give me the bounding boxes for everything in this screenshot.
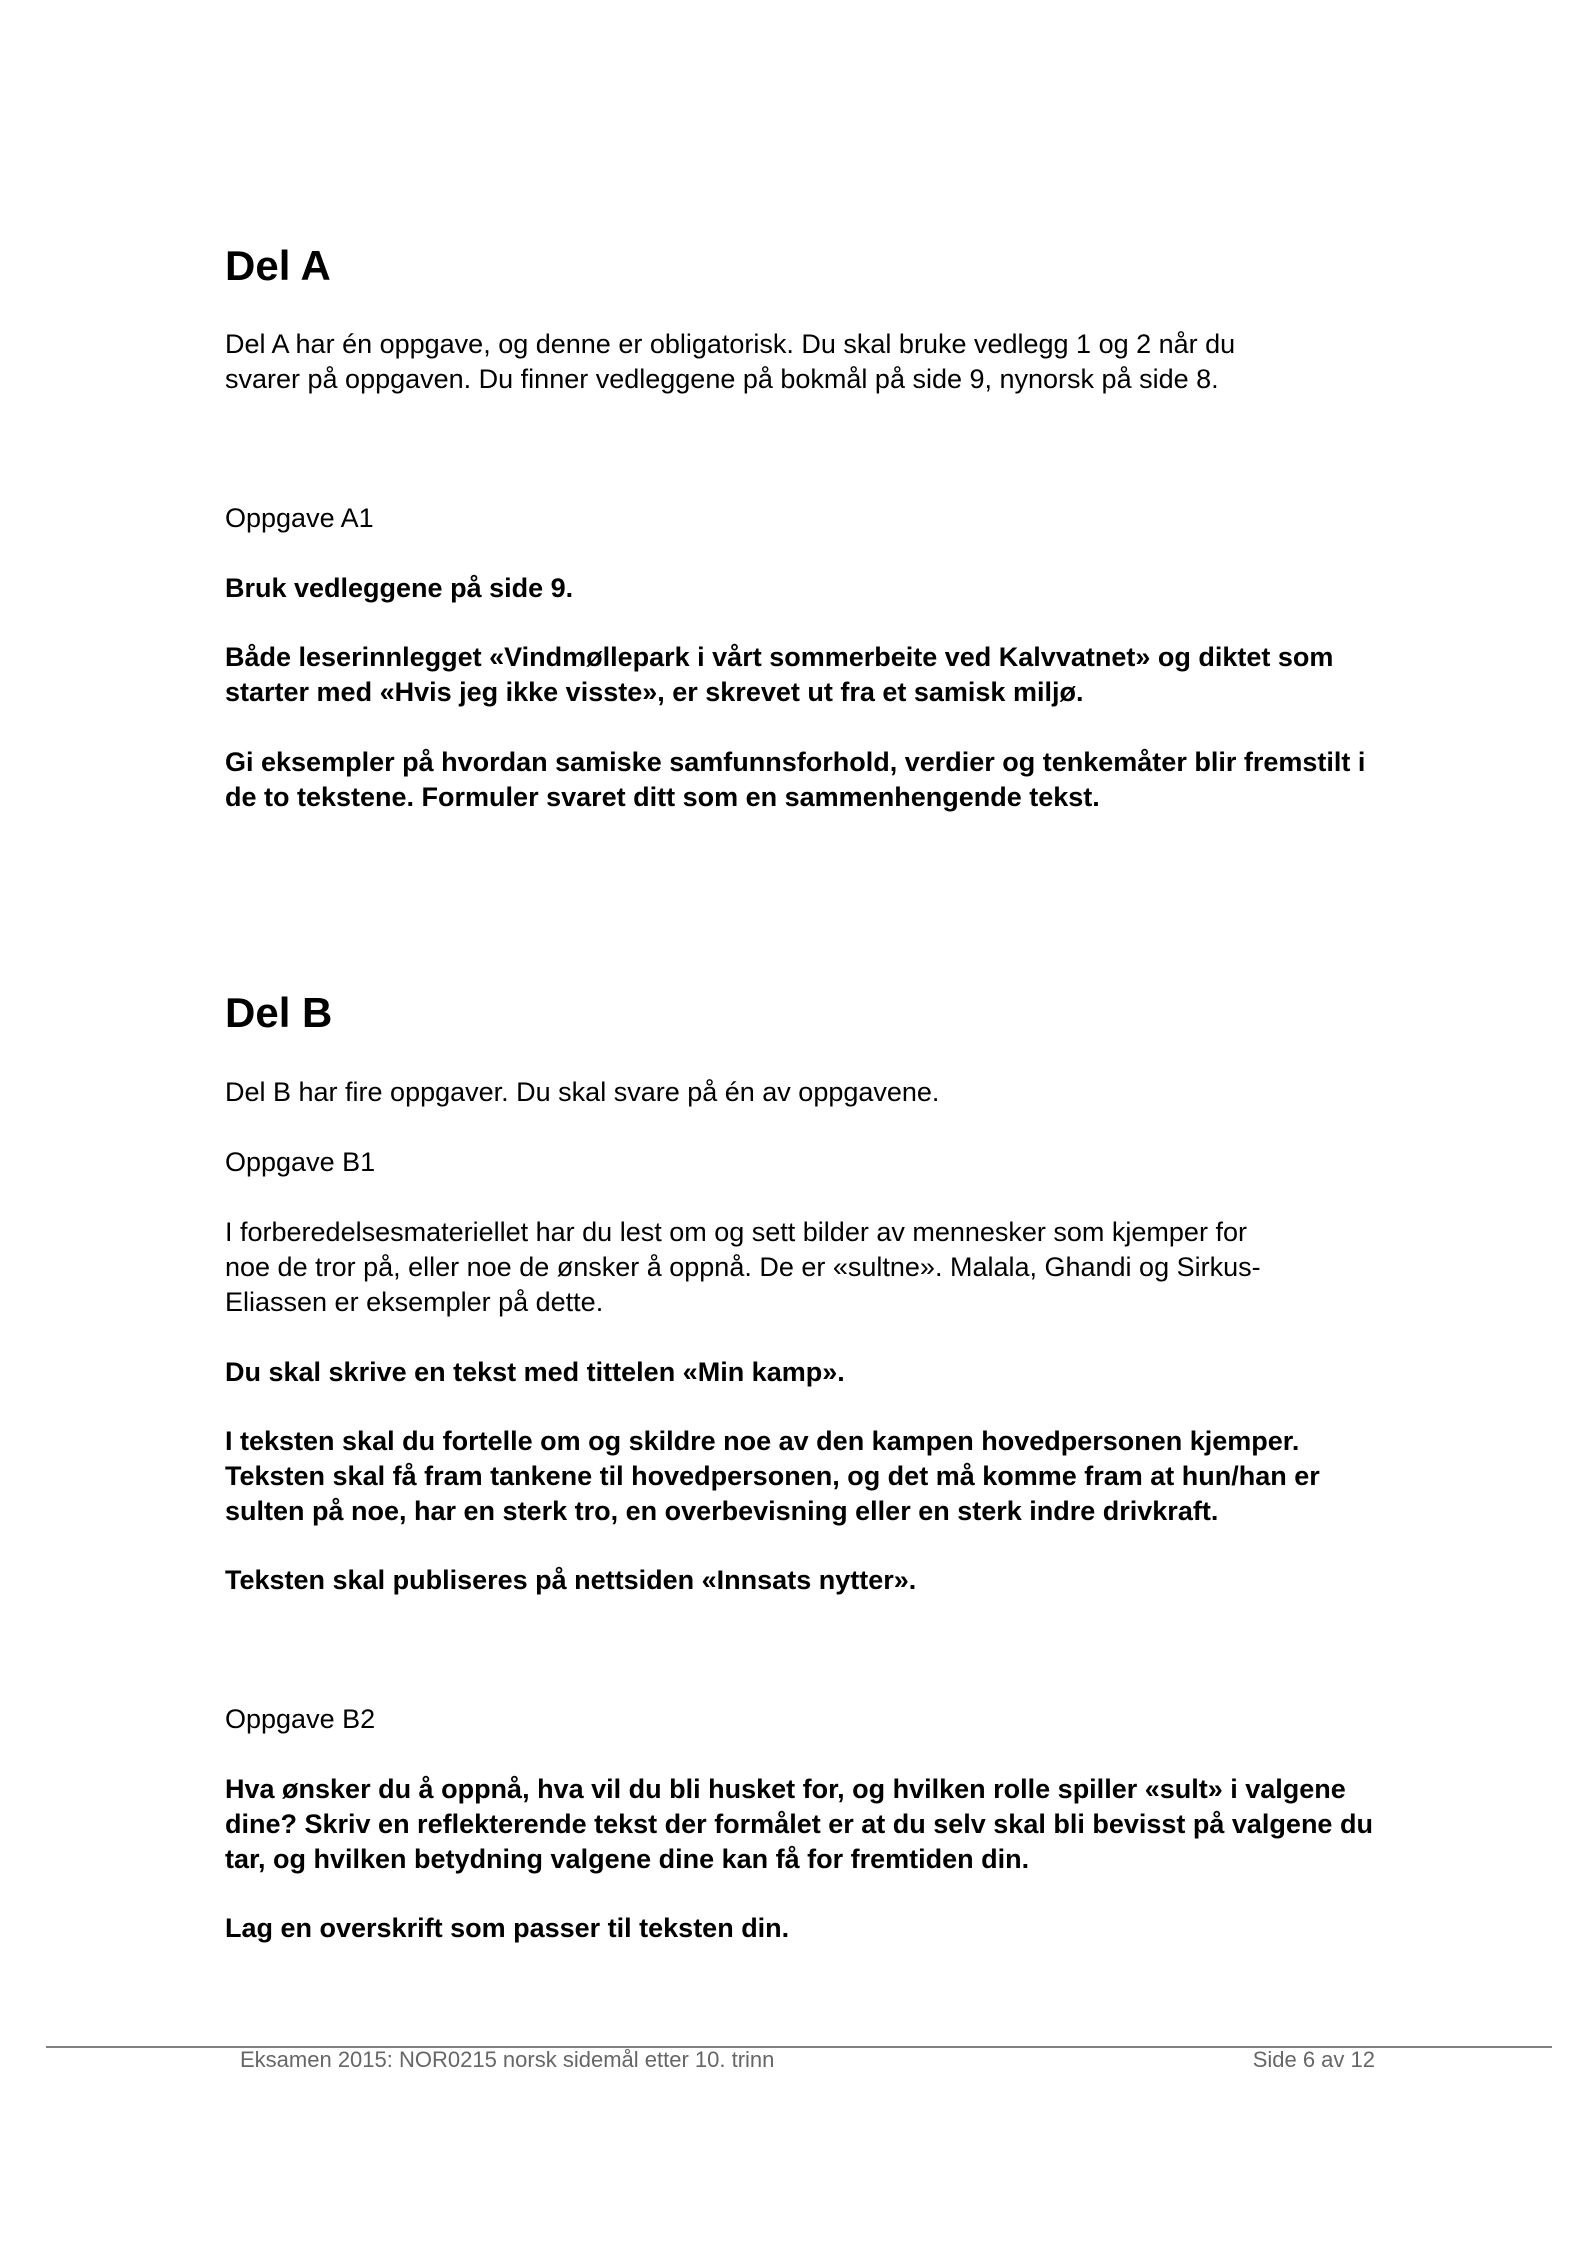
task-a1-p3 bbox=[225, 745, 1385, 815]
task-a1-p3-line2: de to tekstene. Formuler svaret ditt som en sammenhengende tekst. bbox=[225, 782, 1100, 812]
task-b1-p3-line3: sulten på noe, har en sterk tro, en overbevisning eller en sterk indre drivkraft. bbox=[225, 1496, 1219, 1526]
task-a1-p1: Bruk vedleggene på side 9. bbox=[225, 573, 574, 603]
task-b1-p1-line1: I forberedelsesmateriellet har du lest om og sett bilder av mennesker som kjemper for bbox=[225, 1217, 1247, 1247]
task-a1 bbox=[225, 501, 1385, 536]
del-b-intro bbox=[225, 1075, 1385, 1110]
task-b2-p1-line1: Hva ønsker du å oppnå, hva vil du bli husket for, og hvilken rolle spiller «sult» i valgene bbox=[225, 1774, 1346, 1804]
task-b2 bbox=[225, 1702, 1385, 1737]
section-del-b bbox=[225, 990, 1385, 1036]
section-del-a bbox=[225, 243, 1385, 289]
task-a1-p2-line1: Både leserinnlegget «Vindmøllepark i vårt sommerbeite ved Kalvvatnet» og diktet som bbox=[225, 642, 1334, 672]
task-a1-title: Oppgave A1 bbox=[225, 503, 374, 533]
del-a-intro-line2: svarer på oppgaven. Du finner vedleggene på bokmål på side 9, nynorsk på side 8. bbox=[225, 364, 1219, 394]
task-b2-title: Oppgave B2 bbox=[225, 1704, 376, 1734]
del-a-intro-line1: Del A har én oppgave, og denne er obligatorisk. Du skal bruke vedlegg 1 og 2 når du bbox=[225, 329, 1236, 359]
footer-page-number: Side 6 av 12 bbox=[1252, 2047, 1375, 2072]
task-b1-p3-line2: Teksten skal få fram tankene til hovedpersonen, og det må komme fram at hun/han er bbox=[225, 1461, 1320, 1491]
task-b1-p3-line1: I teksten skal du fortelle om og skildre noe av den kampen hovedpersonen kjemper. bbox=[225, 1426, 1300, 1456]
footer-exam-title: Eksamen 2015: NOR0215 norsk sidemål etter 10. trinn bbox=[240, 2047, 775, 2072]
task-b1-title: Oppgave B1 bbox=[225, 1147, 376, 1177]
task-b1-p1-line2: noe de tror på, eller noe de ønsker å oppnå. De er «sultne». Malala, Ghandi og Sirkus- bbox=[225, 1252, 1261, 1282]
heading-del-a: Del A bbox=[225, 242, 331, 289]
task-b2-p2-text: Lag en overskrift som passer til teksten din. bbox=[225, 1913, 790, 1943]
task-b1 bbox=[225, 1145, 1385, 1180]
task-b2-p1-line3: tar, og hvilken betydning valgene dine kan få for fremtiden din. bbox=[225, 1844, 1030, 1874]
del-a-intro bbox=[225, 327, 1385, 397]
task-a1-p3-line1: Gi eksempler på hvordan samiske samfunnsforhold, verdier og tenkemåter blir fremstilt i bbox=[225, 747, 1366, 777]
task-a1-p2-line2: starter med «Hvis jeg ikke visste», er skrevet ut fra et samisk miljø. bbox=[225, 677, 1084, 707]
task-a1-body bbox=[225, 571, 1385, 606]
task-b1-p2-text: Du skal skrive en tekst med tittelen «Min kamp». bbox=[225, 1357, 845, 1387]
task-b2-p1-line2: dine? Skriv en reflekterende tekst der formålet er at du selv skal bli bevisst på valgene du bbox=[225, 1809, 1373, 1839]
task-b1-p4-text: Teksten skal publiseres på nettsiden «Innsats nytter». bbox=[225, 1565, 917, 1595]
task-b2-p2 bbox=[225, 1911, 1385, 1946]
del-b-intro-text: Del B har fire oppgaver. Du skal svare på én av oppgavene. bbox=[225, 1077, 940, 1107]
task-b2-p1 bbox=[225, 1772, 1385, 1877]
task-a1-p2 bbox=[225, 640, 1385, 710]
heading-del-b: Del B bbox=[225, 989, 333, 1036]
task-b1-p2 bbox=[225, 1355, 1385, 1390]
task-b1-p4 bbox=[225, 1563, 1385, 1598]
task-b1-p1-line3: Eliassen er eksempler på dette. bbox=[225, 1287, 604, 1317]
task-b1-p1 bbox=[225, 1215, 1385, 1320]
task-b1-p3 bbox=[225, 1424, 1385, 1529]
